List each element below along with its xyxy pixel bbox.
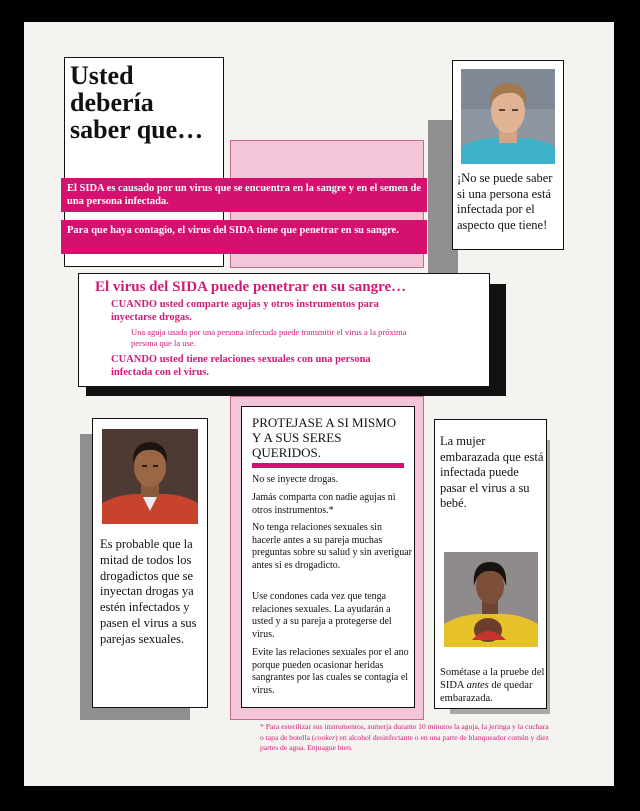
penetrate-heading: El virus del SIDA puede penetrar en su sangre… bbox=[95, 279, 407, 295]
page-title: Usted debería saber que… bbox=[70, 61, 204, 144]
protect-box bbox=[241, 406, 415, 708]
protect-tip-2: Jamás comparta con nadie agujas ni otros instrumentos.* bbox=[252, 492, 396, 516]
protect-tip-3: No tenga relaciones sexuales sin hacerle antes a su pareja muchas preguntas sobre su salud y sin averiguar antes si es drogadicto. bbox=[252, 522, 412, 571]
protect-tip-1: No se inyecte drogas. bbox=[252, 474, 339, 485]
footnote-emphasis: cooker bbox=[314, 732, 336, 742]
footnote bbox=[260, 722, 552, 754]
right-box bbox=[434, 419, 547, 709]
top-right-caption: ¡No se puede saber si una persona está infectada por el aspecto que tiene! bbox=[457, 171, 553, 232]
left-box bbox=[92, 418, 208, 708]
poster-sheet bbox=[24, 22, 614, 786]
mother-child-photo bbox=[444, 552, 538, 647]
protect-heading: PROTEJASE A SI MISMO Y A SUS SERES QUERIDOS. bbox=[252, 415, 397, 460]
penetrate-item-1: CUANDO usted comparte agujas y otros instrumentos para inyectarse drogas. bbox=[111, 299, 379, 323]
protect-tip-4: Use condones cada vez que tenga relaciones sexuales. La ayudarán a usted y a su pareja a protegerse del virus. bbox=[252, 591, 392, 640]
young-man-photo bbox=[102, 429, 198, 524]
left-caption: Es probable que la mitad de todos los drogadictos que se inyectan drogas ya estén infectados y pasen el virus a sus parejas sexuales. bbox=[100, 537, 197, 646]
mother-child-portrait-icon bbox=[444, 552, 538, 647]
protect-tip-5: Evite las relaciones sexuales por el ano porque pueden ocasionar heridas sangrantes por las cuales se contagia el virus. bbox=[252, 647, 409, 696]
young-man-portrait-icon bbox=[102, 429, 198, 524]
footnote-before: * Para esterilizar sus instrumentos, sumerja durante 10 minutos la aguja, la jeringa y la cuchara o tapa de botella ( bbox=[260, 722, 549, 742]
right-caption-bottom-after: de quedar embarazada. bbox=[440, 680, 533, 704]
footnote-after: ) en alcohol desinfectante o en una parte de blanqueador común y diez partes de agua. Enjuague bien. bbox=[260, 732, 549, 752]
intro-bar-2: Para que haya contagio, el virus del SIDA tiene que penetrar en su sangre. bbox=[61, 220, 427, 254]
man-portrait-icon bbox=[461, 69, 555, 164]
top-right-box bbox=[452, 60, 564, 250]
penetrate-item-2: CUANDO usted tiene relaciones sexuales con una persona infectada con el virus. bbox=[111, 354, 371, 378]
right-caption-bottom-before: Sométase a la pruebe del SIDA bbox=[440, 667, 545, 691]
penetrate-item-1-note: Una aguja usada por una persona infectada puede transmitir el virus a la próxima persona que la use. bbox=[131, 327, 407, 348]
intro-bar-1: El SIDA es causado por un virus que se encuentra en la sangre y en el semen de una persona infectada. bbox=[61, 178, 427, 212]
man-photo bbox=[461, 69, 555, 164]
right-caption-bottom-emphasis: antes bbox=[466, 680, 489, 691]
penetrate-box bbox=[78, 273, 490, 387]
protect-heading-underline bbox=[252, 463, 404, 468]
right-caption-top: La mujer embarazada que está infectada puede pasar el virus a su bebé. bbox=[440, 434, 544, 510]
right-caption-bottom bbox=[440, 666, 546, 705]
